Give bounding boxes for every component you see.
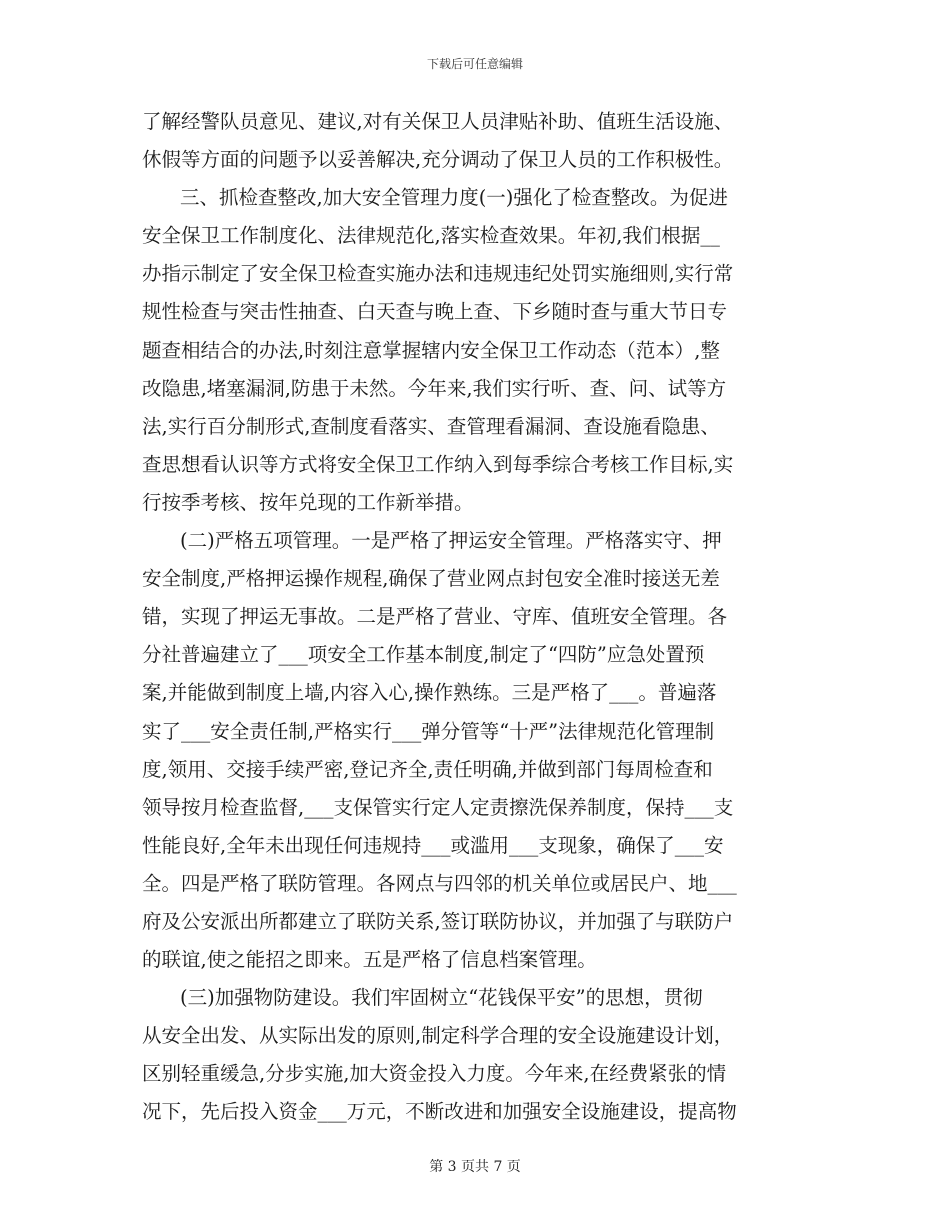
text-line: 行按季考核、按年兑现的工作新举措。: [142, 490, 474, 514]
text-line: 领导按月检查监督,___支保管实行定人定责擦洗保养制度，保持___支: [142, 795, 734, 819]
page-header: 下载后可任意编辑: [426, 57, 523, 71]
text-line: 错，实现了押运无事故。二是严格了营业、守库、值班安全管理。各: [142, 605, 728, 629]
text-line: 从安全出发、从实际出发的原则,制定科学合理的安全设施建设计划，: [142, 1024, 734, 1048]
paragraph-start-line: 三、抓检查整改,加大安全管理力度(一)强化了检查整改。为促进: [180, 186, 728, 210]
text-line: 休假等方面的问题予以妥善解决,充分调动了保卫人员的工作积极性。: [142, 148, 734, 172]
text-line: 查思想看认识等方式将安全保卫工作纳入到每季综合考核工作目标,实: [142, 452, 734, 476]
page-number-footer: 第 3 页共 7 页: [429, 1159, 521, 1175]
text-line: 安全保卫工作制度化、法律规范化,落实检查效果。年初,我们根据__: [142, 224, 720, 248]
text-line: 分社普遍建立了___项安全工作基本制度,制定了“四防”应急处置预: [142, 643, 705, 667]
paragraph-start-line: (二)严格五项管理。一是严格了押运安全管理。严格落实守、押: [180, 529, 722, 553]
paragraph-start-line: (三)加强物防建设。我们牢固树立“花钱保平安”的思想，贯彻: [180, 986, 703, 1010]
text-line: 况下，先后投入资金___万元，不断改进和加强安全设施建设，提高物: [142, 1100, 737, 1124]
text-line: 的联谊,使之能招之即来。五是严格了信息档案管理。: [142, 948, 597, 972]
text-line: 府及公安派出所都建立了联防关系,签订联防协议，并加强了与联防户: [142, 909, 734, 933]
text-line: 安全制度,严格押运操作规程,确保了营业网点封包安全准时接送无差: [142, 567, 720, 591]
text-line: 规性检查与突击性抽查、白天查与晚上查、下乡随时查与重大节日专: [142, 300, 728, 324]
text-line: 实了___安全责任制,严格实行___弹分管等“十严”法律规范化管理制: [142, 719, 715, 743]
text-line: 案,并能做到制度上墙,内容入心,操作熟练。三是严格了___。普遍落: [142, 681, 717, 705]
text-line: 性能良好,全年未出现任何违规持___或滥用___支现象，确保了___安: [142, 833, 724, 857]
text-line: 度,领用、交接手续严密,登记齐全,责任明确,并做到部门每周检查和: [142, 757, 713, 781]
text-line: 全。四是严格了联防管理。各网点与四邻的机关单位或居民户、地___: [142, 871, 737, 895]
text-line: 改隐患,堵塞漏洞,防患于未然。今年来,我们实行听、查、问、试等方: [142, 376, 727, 400]
text-line: 法,实行百分制形式,查制度看落实、查管理看漏洞、查设施看隐患、: [142, 414, 720, 438]
text-line: 办指示制定了安全保卫检查实施办法和违规违纪处罚实施细则,实行常: [142, 262, 734, 286]
text-line: 了解经警队员意见、建议,对有关保卫人员津贴补助、值班生活设施、: [142, 110, 734, 133]
text-line: 题查相结合的办法,时刻注意掌握辖内安全保卫工作动态（范本）,整: [142, 338, 720, 362]
text-line: 区别轻重缓急,分步实施,加大资金投入力度。今年来,在经费紧张的情: [142, 1062, 727, 1086]
document-body: [142, 103, 810, 1132]
